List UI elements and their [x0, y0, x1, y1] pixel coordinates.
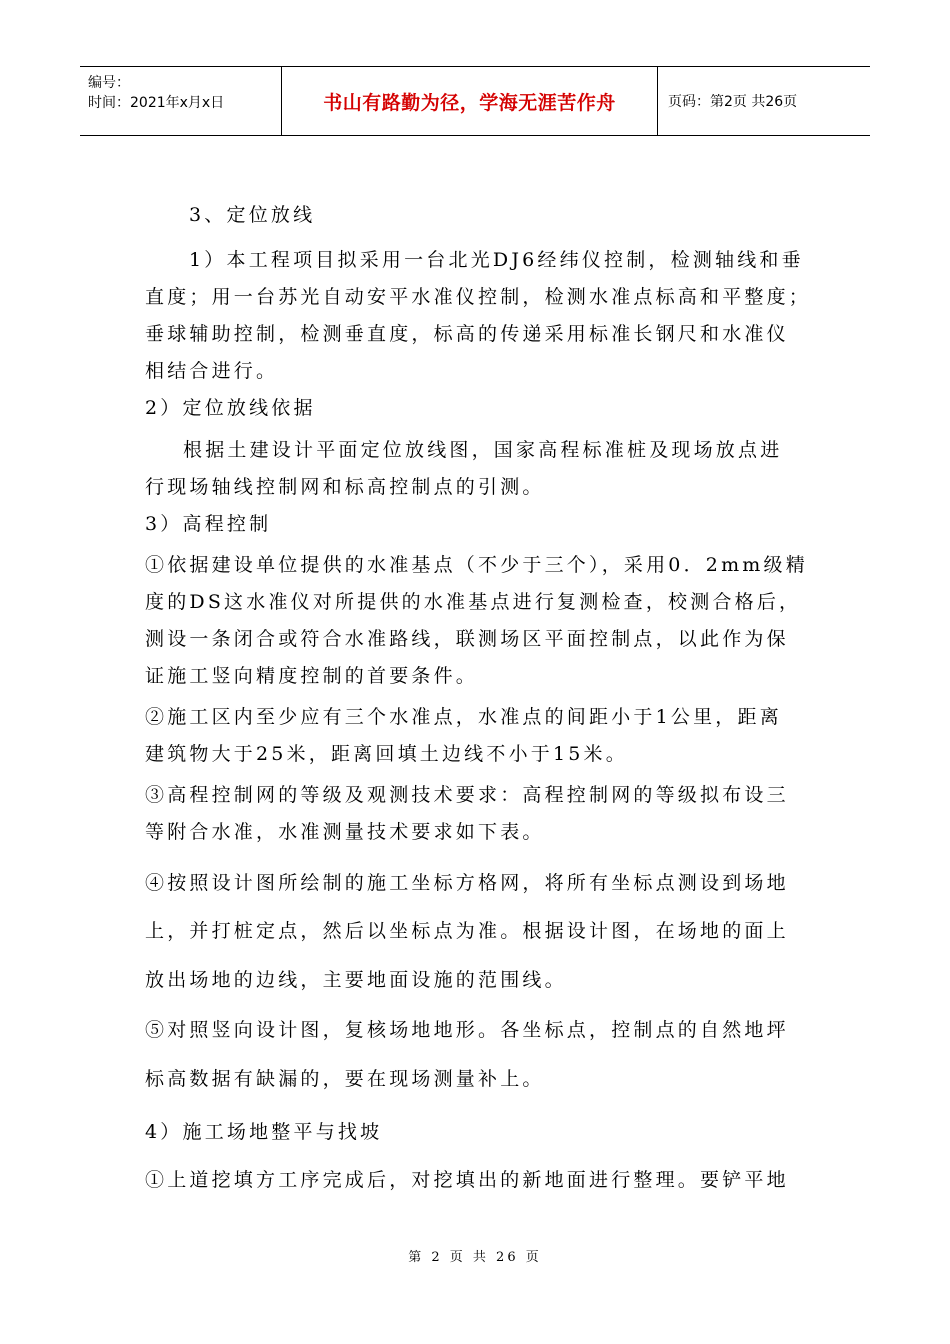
subsection-heading: 2）定位放线依据 — [145, 397, 316, 419]
section-heading: 3、定位放线 — [189, 204, 316, 226]
paragraph-line: 测设一条闭合或符合水准路线，联测场区平面控制点，以此作为保 — [145, 628, 789, 650]
header-meta — [80, 67, 282, 135]
document-number-label: 编号： — [88, 75, 130, 91]
paragraph-line: ①上道挖填方工序完成后，对挖填出的新地面进行整理。要铲平地 — [145, 1169, 789, 1191]
paragraph-line: 根据土建设计平面定位放线图，国家高程标准桩及现场放点进 — [183, 439, 783, 461]
paragraph-line: 行现场轴线控制网和标高控制点的引测。 — [145, 476, 545, 498]
paragraph-line: ②施工区内至少应有三个水准点，水准点的间距小于1公里，距离 — [145, 706, 782, 728]
paragraph-line: 建筑物大于25米，距离回填土边线不小于15米。 — [145, 743, 628, 765]
header-motto: 书山有路勤为径，学海无涯苦作舟 — [282, 67, 658, 135]
paragraph-line: 放出场地的边线，主要地面设施的范围线。 — [145, 969, 567, 991]
subsection-heading: 4）施工场地整平与找坡 — [145, 1121, 383, 1143]
subsection-heading: 3）高程控制 — [145, 513, 272, 535]
paragraph-line: ③高程控制网的等级及观测技术要求：高程控制网的等级拟布设三 — [145, 784, 789, 806]
paragraph-line: ④按照设计图所绘制的施工坐标方格网，将所有坐标点测设到场地 — [145, 872, 789, 894]
header-page-text: 页码：第2页 共26页 — [668, 94, 798, 110]
paragraph-line: 垂球辅助控制，检测垂直度，标高的传递采用标准长钢尺和水准仪 — [145, 323, 789, 345]
paragraph-line: ①依据建设单位提供的水准基点（不少于三个），采用0．2mm级精 — [145, 554, 808, 576]
page-header — [80, 66, 870, 136]
paragraph-line: 1）本工程项目拟采用一台北光DJ6经纬仪控制，检测轴线和垂 — [189, 249, 804, 271]
paragraph-line: 上，并打桩定点，然后以坐标点为准。根据设计图，在场地的面上 — [145, 920, 789, 942]
paragraph-line: 证施工竖向精度控制的首要条件。 — [145, 665, 479, 687]
document-date: 时间：2021年x月x日 — [88, 95, 225, 111]
paragraph-line: 相结合进行。 — [145, 360, 279, 382]
page-footer: 第 2 页 共 26 页 — [408, 1250, 542, 1265]
paragraph-line: ⑤对照竖向设计图，复核场地地形。各坐标点，控制点的自然地坪 — [145, 1019, 789, 1041]
paragraph-line: 等附合水准，水准测量技术要求如下表。 — [145, 821, 545, 843]
header-page-info — [658, 67, 870, 135]
paragraph-line: 直度；用一台苏光自动安平水准仪控制，检测水准点标高和平整度； — [145, 286, 812, 308]
paragraph-line: 标高数据有缺漏的，要在现场测量补上。 — [145, 1068, 545, 1090]
paragraph-line: 度的DS这水准仪对所提供的水准基点进行复测检查，校测合格后， — [145, 591, 802, 613]
